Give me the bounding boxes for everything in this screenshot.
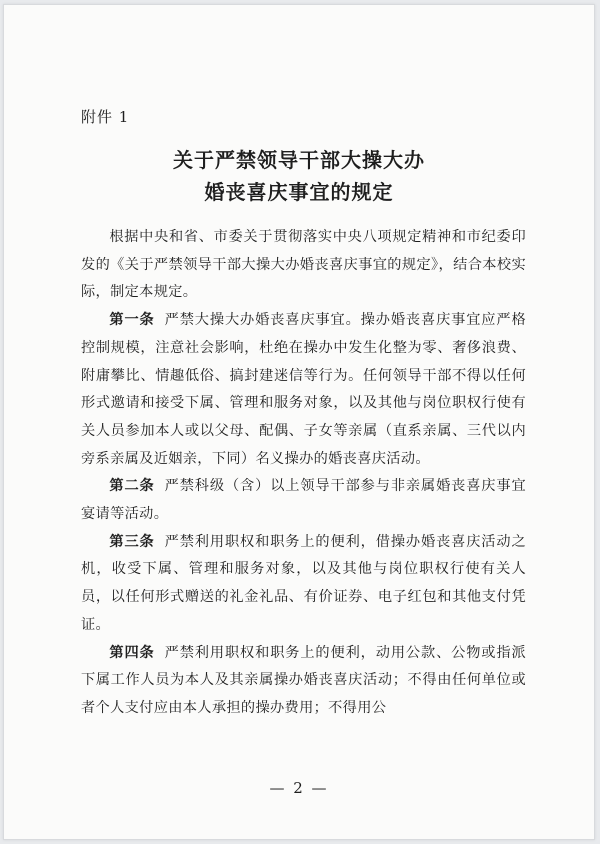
article-text: 严禁利用职权和职务上的便利，借操办婚丧喜庆活动之机，收受下属、管理和服务对象，以及其他与岗位职权行使有关人员，以任何形式赠送的礼金礼品、有价证券、电子红包和其他支付凭证。 — [81, 533, 526, 633]
article-label: 第三条 — [109, 533, 155, 550]
document-title-line-2: 婚丧喜庆事宜的规定 — [204, 180, 394, 204]
document-body — [81, 224, 526, 723]
article-label: 第四条 — [109, 644, 155, 661]
article-text: 严禁利用职权和职务上的便利，动用公款、公物或指派下属工作人员为本人及其亲属操办婚丧喜庆活动；不得由任何单位或者个人支付应由本人承担的操办费用；不得用公 — [81, 644, 526, 716]
document-title-line-1: 关于严禁领导干部大操大办 — [173, 148, 425, 172]
article-label: 第二条 — [109, 478, 155, 495]
document-page — [3, 4, 595, 840]
article-paragraph — [81, 640, 526, 723]
intro-paragraph: 根据中央和省、市委关于贯彻落实中央八项规定精神和市纪委印发的《关于严禁领导干部大操大办婚丧喜庆事宜的规定》，结合本校实际，制定本规定。 — [81, 229, 526, 301]
article-text: 严禁大操大办婚丧喜庆事宜。操办婚丧喜庆事宜应严格控制规模，注意社会影响，杜绝在操办中发生化整为零、奢侈浪费、附庸攀比、情趣低俗、搞封建迷信等行为。任何领导干部不得以任何形式邀请和接受下属、管理和服务对象，以及其他与岗位职权行使有关人员参加本人或以父母、配偶、子女等亲属（直系亲属、三代以内旁系亲属及近姻亲，下同）名义操办的婚丧喜庆活动。 — [81, 312, 526, 467]
article-paragraph — [81, 529, 526, 640]
page-number: — 2 — — [269, 779, 329, 797]
article-text: 严禁科级（含）以上领导干部参与非亲属婚丧喜庆事宜宴请等活动。 — [81, 478, 526, 523]
article-paragraph — [81, 307, 526, 473]
article-paragraph — [81, 473, 526, 528]
article-label: 第一条 — [109, 312, 155, 329]
annex-label: 附件 1 — [81, 108, 130, 126]
